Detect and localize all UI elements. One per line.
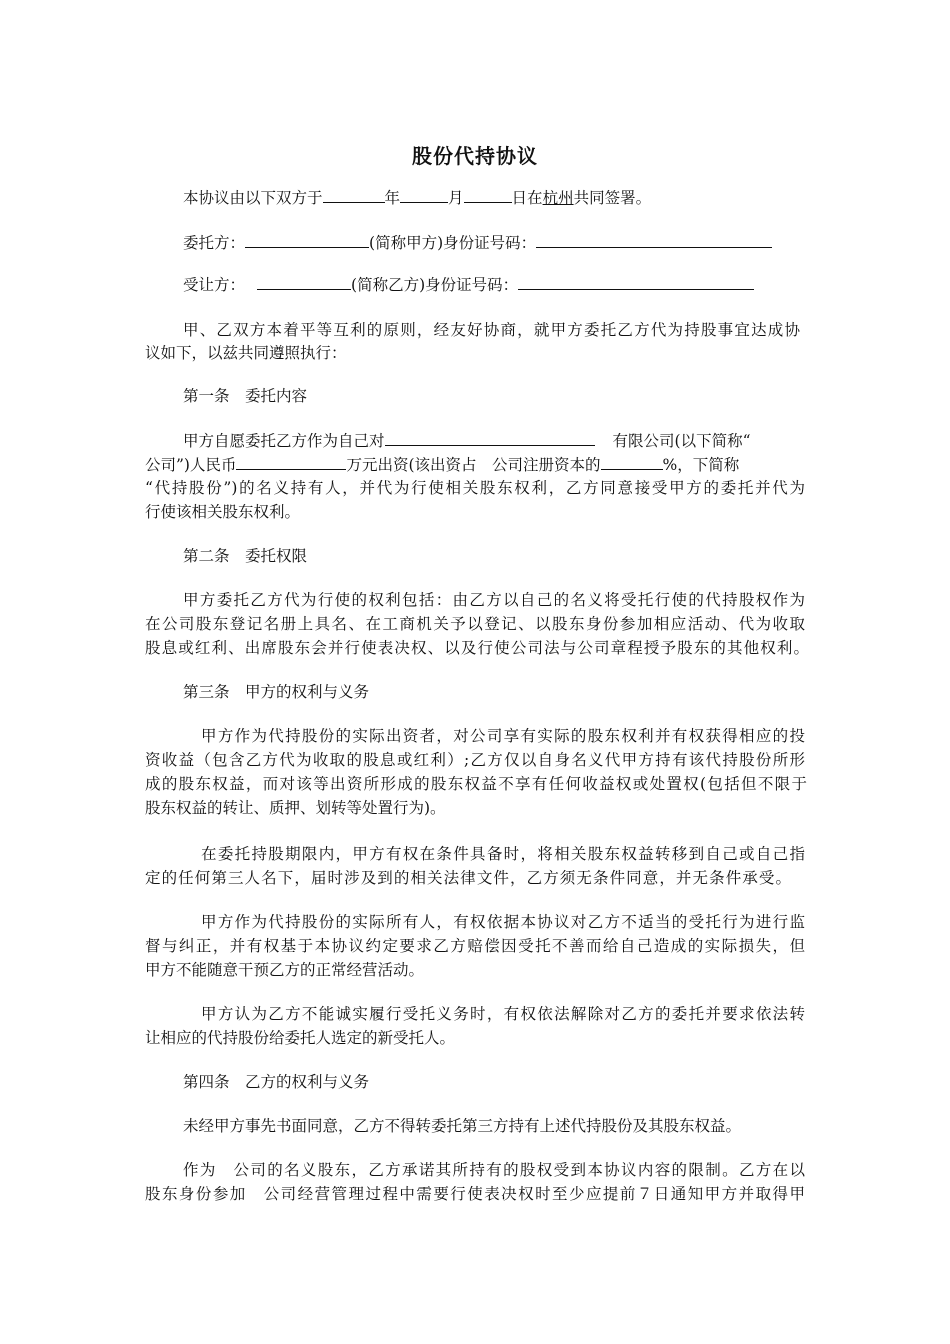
article-2-line-1: 甲方委托乙方代为行使的权利包括：由乙方以自己的名义将受托行使的代持股权作为 [183,591,805,609]
article-4-p2-line-2: 股东身份参加 公司经营管理过程中需要行使表决权时至少应提前７日通知甲方并取得甲 [145,1185,805,1203]
year-label: 年 [384,189,401,207]
article-1-line-4: 行使该相关股东权利。 [145,503,301,521]
day-label: 日在 [511,189,543,207]
month-label: 月 [448,189,464,207]
article-3-p1-line-4: 股东权益的转让、质押、划转等处置行为)。 [145,799,446,817]
article-3-p1-line-1: 甲方作为代持股份的实际出资者，对公司享有实际的股东权利并有权获得相应的投 [201,727,805,745]
day-blank [464,186,512,203]
article-3-p1-line-2: 资收益（包含乙方代为收取的股息或红利）;乙方仅以自身名义代甲方持有该代持股份所形 [145,751,805,769]
article-3-p4-line-2: 让相应的代持股份给委托人选定的新受托人。 [145,1029,456,1047]
article-3-p2-line-1: 在委托持股期限内，甲方有权在条件具备时，将相关股东权益转移到自己或自己指 [201,845,805,863]
intro-line [183,186,853,209]
article-2-heading: 第二条 委托权限 [183,547,308,565]
party-b-id-label: (简称乙方)身份证号码： [351,276,519,294]
article-3-p4-line-1: 甲方认为乙方不能诚实履行受托义务时，有权依法解除对乙方的委托并要求依法转 [201,1005,805,1023]
intro-text-1: 本协议由以下双方于 [183,189,323,207]
party-b-name-blank [257,273,351,290]
article-4-heading: 第四条 乙方的权利与义务 [183,1073,370,1091]
preamble-line-2: 议如下，以兹共同遵照执行： [145,344,347,362]
capital-amount-blank [236,453,346,470]
year-blank [323,186,385,203]
article-4-p1: 未经甲方事先书面同意，乙方不得转委托第三方持有上述代持股份及其股东权益。 [183,1117,742,1135]
article-3-p3-line-1: 甲方作为代持股份的实际所有人，有权依据本协议对乙方不适当的受托行为进行监 [201,913,805,931]
article-3-heading: 第三条 甲方的权利与义务 [183,683,370,701]
intro-text-2: 共同签署。 [573,189,652,207]
party-a-label: 委托方： [183,234,246,252]
party-b-line [183,273,853,296]
article-3-p3-line-2: 督与纠正，并有权基于本协议约定要求乙方赔偿因受托不善而给自己造成的实际损失，但 [145,937,805,955]
art1-text-d: 万元出资(该出资占 公司注册资本的 [346,456,601,474]
art1-text-e: %，下简称 [662,456,740,474]
party-b-id-blank [518,273,754,290]
party-a-name-blank [245,231,369,248]
art1-text-b: 有限公司(以下简称“ [612,432,751,450]
article-1-line-3: “代持股份”)的名义持有人，并代为行使相关股东权利，乙方同意接受甲方的委托并代为 [145,479,805,497]
art1-text-c: 公司”)人民币 [145,456,237,474]
party-a-line [183,231,853,254]
art1-text-a: 甲方自愿委托乙方作为自己对 [183,432,385,450]
month-blank [400,186,448,203]
party-a-id-label: (简称甲方)身份证号码： [369,234,537,252]
document-title: 股份代持协议 [412,144,538,168]
preamble-line-1: 甲、乙双方本着平等互利的原则，经友好协商，就甲方委托乙方代为持股事宜达成协 [183,321,800,339]
article-3-p1-line-3: 成的股东权益，而对该等出资所形成的股东权益不享有任何收益权或处置权(包括但不限于 [145,775,807,793]
company-name-blank [385,429,595,446]
article-4-p2-line-1: 作为 公司的名义股东，乙方承诺其所持有的股权受到本协议内容的限制。乙方在以 [183,1161,805,1179]
article-1-heading: 第一条 委托内容 [183,387,308,405]
signing-city: 杭州 [542,189,574,207]
article-3-p3-line-3: 甲方不能随意干预乙方的正常经营活动。 [145,961,425,979]
party-a-id-blank [536,231,772,248]
article-1-line-2 [145,453,815,476]
percentage-blank [601,453,663,470]
party-b-label: 受让方： [183,276,246,294]
article-2-line-3: 股息或红利、出席股东会并行使表决权、以及行使公司法与公司章程授予股东的其他权利。 [145,639,809,657]
article-1-line-1 [183,429,853,452]
article-2-line-2: 在公司股东登记名册上具名、在工商机关予以登记、以股东身份参加相应活动、代为收取 [145,615,805,633]
article-3-p2-line-2: 定的任何第三人名下，届时涉及到的相关法律文件，乙方须无条件同意，并无条件承受。 [145,869,791,887]
